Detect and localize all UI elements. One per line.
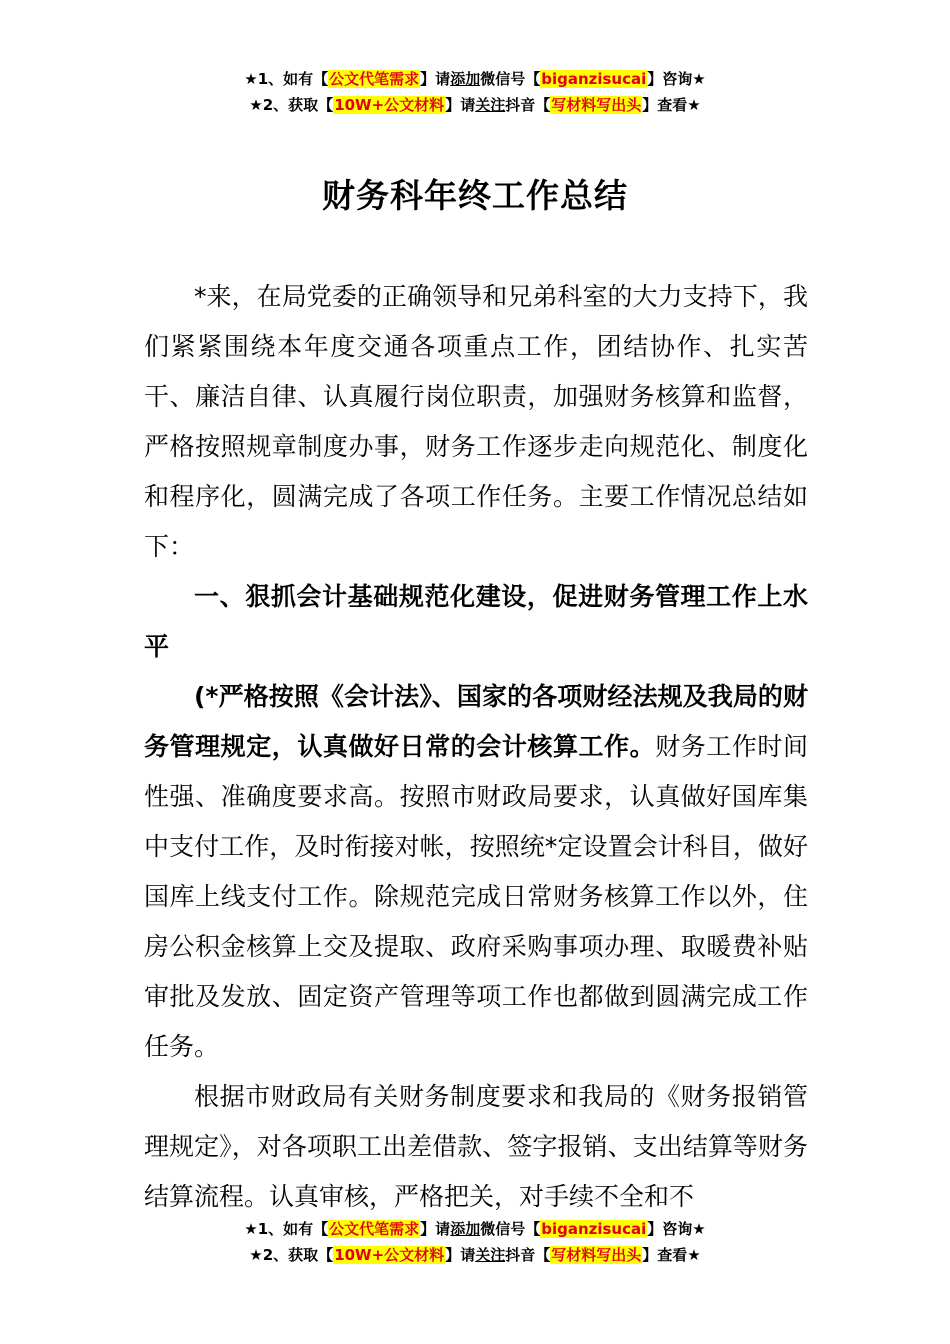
banner-line-2: ★2、获取【10W+公文材料】请关注抖音【写材料写出头】查看★ [249, 1246, 701, 1264]
highlight-text: 公文代笔需求 [329, 70, 420, 88]
underlined-text: 关注 [475, 96, 506, 114]
banner-line-2: ★2、获取【10W+公文材料】请关注抖音【写材料写出头】查看★ [249, 96, 701, 114]
header-banner [0, 66, 950, 118]
underlined-text: 添加 [450, 1220, 481, 1238]
douyin-account: 写材料写出头 [551, 1246, 642, 1264]
paragraph: (*严格按照《会计法》、国家的各项财经法规及我局的财务管理规定，认真做好日常的会计核算工作。财务工作时间性强、准确度要求高。按照市财政局要求，认真做好国库集中支付工作，及时衔接对帐，按照统*定设置会计科目，做好国库上线支付工作。除规范完成日常财务核算工作以外，住房公积金核算上交及提取、政府采购事项办理、取暖费补贴审批及发放、固定资产管理等项工作也都做到圆满完成工作任务。 [144, 682, 808, 1061]
footer-banner [0, 1216, 950, 1268]
paragraph: 根据市财政局有关财务制度要求和我局的《财务报销管理规定》，对各项职工出差借款、签字报销、支出结算等财务结算流程。认真审核，严格把关，对手续不全和不 [144, 1082, 808, 1211]
douyin-account: 写材料写出头 [551, 96, 642, 114]
highlight-text: 10W+公文材料 [334, 96, 445, 114]
underlined-text: 关注 [475, 1246, 506, 1264]
document-body [144, 272, 808, 1222]
underlined-text: 添加 [450, 70, 481, 88]
banner-line-1: ★1、如有【公文代笔需求】请添加微信号【biganzisucai】咨询★ [244, 1220, 706, 1238]
wechat-id: biganzisucai [541, 1220, 647, 1238]
highlight-text: 10W+公文材料 [334, 1246, 445, 1264]
paragraph: *来，在局党委的正确领导和兄弟科室的大力支持下，我们紧紧围绕本年度交通各项重点工作，团结协作、扎实苦干、廉洁自律、认真履行岗位职责，加强财务核算和监督，严格按照规章制度办事，财务工作逐步走向规范化、制度化和程序化，圆满完成了各项工作任务。主要工作情况总结如下： [144, 282, 808, 561]
wechat-id: biganzisucai [541, 70, 647, 88]
banner-line-1: ★1、如有【公文代笔需求】请添加微信号【biganzisucai】咨询★ [244, 70, 706, 88]
document-title: 财务科年终工作总结 [322, 176, 628, 215]
bold-lead: (*严格按照《会计法》、国家的各项财经法规及我局的财务管理规定，认真做好日常的会计核算工作。 [144, 682, 808, 761]
highlight-text: 公文代笔需求 [329, 1220, 420, 1238]
section-heading: 一、狠抓会计基础规范化建设，促进财务管理工作上水平 [144, 582, 808, 661]
